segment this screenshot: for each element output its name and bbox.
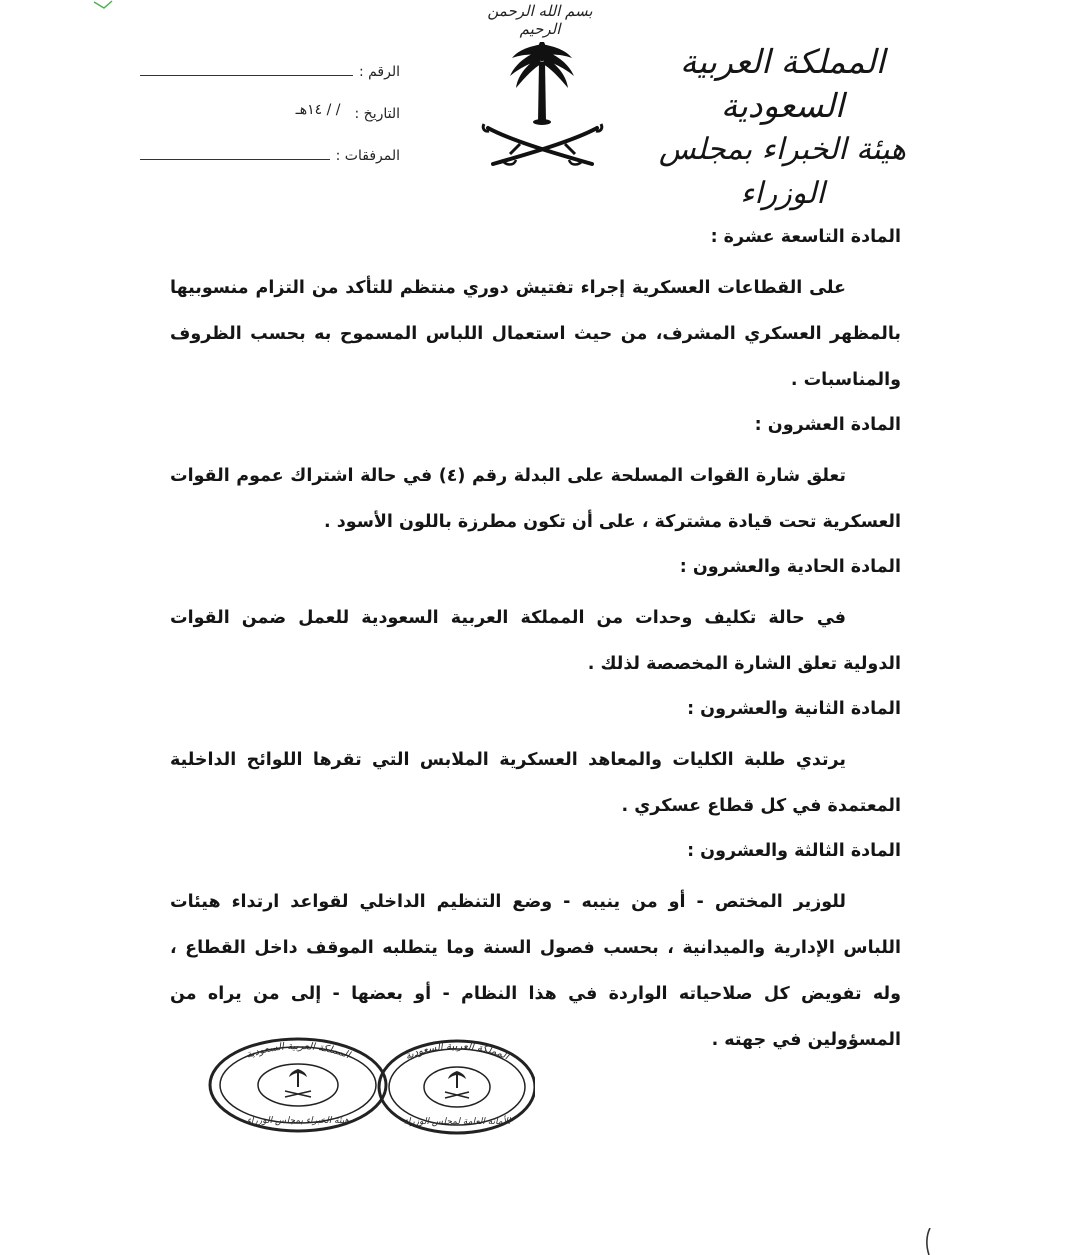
seal-inner-text: هيئة الخبراء بمجلس الوزراء: [246, 1116, 350, 1126]
date-value: / / ١٤هـ: [295, 102, 341, 118]
article-text: للوزير المختص - أو من ينيبه - وضع التنظيم الداخلي لقواعد ارتداء هيئات اللباس الإدارية والميدانية ، بحسب فصول السنة وما يتطلبه الموقف داخل القطاع ، وله تفويض كل صلاحياته الواردة في هذا النظام - أو بعضها - إلى من يراه من المسؤولين في جهته .: [170, 892, 901, 1050]
article-text: على القطاعات العسكرية إجراء تفتيش دوري منتظم للتأكد من التزام منسوبيها بالمظهر العسكري المشرف، من حيث استعمال اللباس المسموح به بحسب الظروف والمناسبات .: [170, 278, 901, 390]
article-19: [170, 224, 901, 403]
attachments-row: [140, 122, 400, 164]
article-heading: المادة الحادية والعشرون :: [679, 557, 901, 577]
document-body: [170, 224, 901, 1072]
organization-header: [640, 40, 925, 216]
seal-council-secretariat: [379, 1041, 535, 1133]
green-corner-mark: [92, 0, 114, 10]
article-text: تعلق شارة القوات المسلحة على البدلة رقم (٤) في حالة اشتراك عموم القوات العسكرية تحت قيادة مشتركة ، على أن تكون مطرزة باللون الأسود .: [170, 466, 901, 532]
official-seals: [205, 1035, 535, 1135]
seal-outer-text: المملكة العربية السعودية: [403, 1040, 511, 1063]
article-22: [170, 696, 901, 829]
seal-inner-text: الأمانة العامة لمجلس الوزراء: [403, 1117, 511, 1127]
basmala: بسم الله الرحمن الرحيم: [487, 2, 593, 38]
attachments-line: [140, 135, 330, 160]
article-heading: المادة التاسعة عشرة :: [710, 227, 901, 247]
date-row: [140, 80, 400, 122]
reference-number-row: [140, 38, 400, 80]
seal-experts-commission: [210, 1039, 386, 1131]
saudi-palm-swords-emblem-icon: [480, 36, 605, 168]
article-heading: المادة العشرون :: [754, 415, 901, 435]
date-label: التاريخ :: [354, 106, 400, 122]
article-heading: المادة الثانية والعشرون :: [687, 699, 901, 719]
margin-mark: [923, 1228, 933, 1255]
article-heading: المادة الثالثة والعشرون :: [687, 841, 901, 861]
article-21: [170, 554, 901, 687]
stamp-emblem-icon: [285, 1069, 311, 1097]
article-text: في حالة تكليف وحدات من المملكة العربية السعودية للعمل ضمن القوات الدولية تعلق الشارة المخصصة لذلك .: [170, 608, 901, 674]
attachments-label: المرفقات :: [335, 148, 400, 164]
org-name-line1: المملكة العربية السعودية: [680, 42, 885, 125]
number-line: [140, 51, 353, 76]
article-text: يرتدي طلبة الكليات والمعاهد العسكرية الملابس التي تقرها اللوائح الداخلية المعتمدة في كل قطاع عسكري .: [170, 750, 901, 816]
reference-fields: [140, 38, 400, 164]
article-23: [170, 838, 901, 1063]
stamp-emblem-icon: [445, 1071, 469, 1098]
article-20: [170, 412, 901, 545]
seal-outer-text: المملكة العربية السعودية: [244, 1040, 352, 1062]
org-name-line2: هيئة الخبراء بمجلس الوزراء: [658, 132, 907, 211]
number-label: الرقم :: [358, 64, 400, 80]
